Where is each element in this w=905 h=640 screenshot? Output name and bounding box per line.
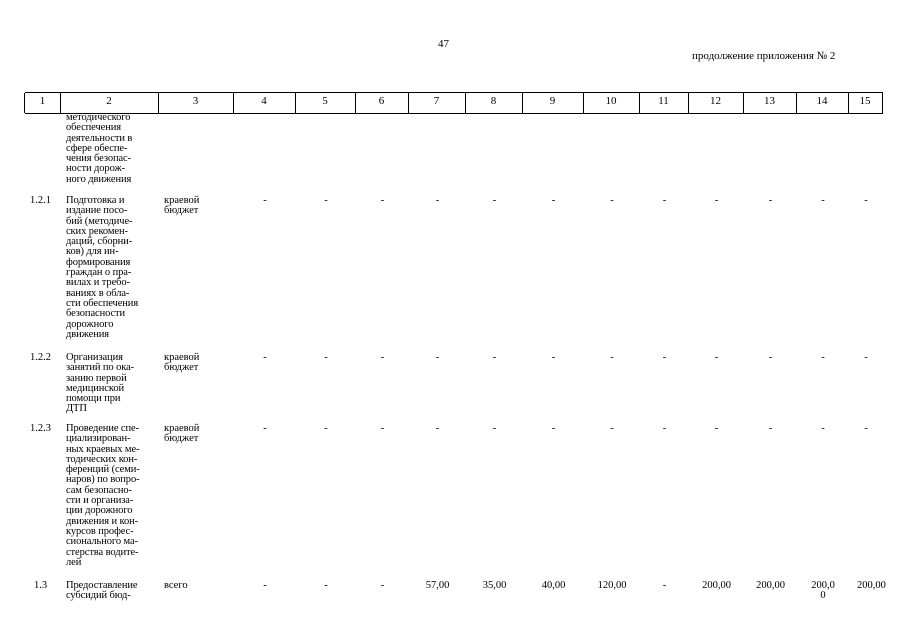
row-1-value: - bbox=[263, 195, 267, 206]
row-1-value: - bbox=[435, 195, 440, 206]
row-1-name-line: ваниях в обла- bbox=[66, 287, 130, 299]
continuation-label: продолжение приложения № 2 bbox=[692, 50, 836, 62]
row-2-name bbox=[66, 353, 162, 415]
row-0-name-line: ности дорож- bbox=[66, 163, 126, 175]
row-4-value: 35,00 bbox=[482, 580, 507, 591]
header-col-10: 10 bbox=[605, 95, 617, 107]
row-2-name-line: занию первой bbox=[66, 372, 127, 384]
row-1-name-line: вилах и требо- bbox=[66, 277, 130, 289]
header-col-9: 9 bbox=[549, 95, 556, 107]
row-3-value: - bbox=[714, 423, 719, 434]
row-3-value: - bbox=[821, 423, 825, 434]
row-4-source bbox=[164, 581, 188, 591]
row-4-value: 200,00 bbox=[857, 580, 886, 591]
row-1-name-line: ков) для ин- bbox=[66, 246, 119, 258]
header-col-2: 2 bbox=[106, 95, 112, 107]
row-1-name-line: движения bbox=[66, 328, 109, 340]
row-4-value: 200,00 bbox=[702, 580, 731, 591]
row-4-source-line: всего bbox=[164, 580, 188, 591]
row-2-name-line: Организация bbox=[66, 352, 123, 363]
row-3-name-line: сам безопасно- bbox=[66, 484, 132, 496]
row-3-name-line: движения и кон- bbox=[66, 515, 139, 527]
row-2-value: - bbox=[662, 352, 667, 363]
row-1-name-line: бий (методиче- bbox=[66, 215, 133, 227]
row-2-value: - bbox=[714, 352, 719, 363]
row-2-value: - bbox=[263, 352, 267, 363]
row-2-value: - bbox=[551, 352, 556, 363]
row-1-value: - bbox=[662, 195, 667, 206]
header-col-14: 14 bbox=[816, 95, 828, 107]
row-3-value: - bbox=[492, 423, 497, 434]
row-3-name bbox=[66, 424, 162, 568]
row-4-number: 1.3 bbox=[34, 580, 48, 591]
row-4-value: - bbox=[263, 580, 267, 591]
row-3-number: 1.2.3 bbox=[30, 423, 51, 434]
row-1-name-line: формирования bbox=[66, 256, 131, 268]
row-1-value: - bbox=[324, 195, 328, 206]
row-1-name-line: Подготовка и bbox=[66, 195, 125, 206]
header-col-3: 3 bbox=[192, 95, 199, 107]
row-3-name-line: сионального ма- bbox=[66, 536, 138, 548]
row-2-value: - bbox=[492, 352, 497, 363]
row-3-value: - bbox=[380, 423, 385, 434]
row-3-source-line: краевой bbox=[164, 423, 200, 434]
row-0-name-line: методического bbox=[66, 112, 131, 123]
row-1-name-line: даций, сборни- bbox=[66, 236, 133, 248]
row-3-value: - bbox=[768, 423, 773, 434]
row-1-value: - bbox=[821, 195, 825, 206]
header-col-12: 12 bbox=[710, 95, 721, 107]
row-3-name-line: тодических кон- bbox=[66, 453, 138, 465]
header-col-1: 1 bbox=[39, 95, 46, 107]
row-4-value: 57,00 bbox=[425, 580, 450, 591]
row-2-value: - bbox=[435, 352, 440, 363]
row-1-name bbox=[66, 196, 162, 340]
row-4-name bbox=[66, 581, 162, 602]
row-1-name-line: издание посо- bbox=[66, 205, 128, 217]
row-3-source-line: бюджет bbox=[164, 433, 199, 445]
row-2-name-line: помощи при bbox=[66, 393, 121, 405]
row-1-name-line: дорожного bbox=[66, 318, 114, 330]
row-2-source-line: бюджет bbox=[164, 362, 199, 374]
header-col-13: 13 bbox=[764, 95, 775, 107]
row-1-source bbox=[164, 196, 199, 217]
row-1-value: - bbox=[768, 195, 773, 206]
row-0-name-line: сфере обеспе- bbox=[66, 142, 128, 154]
table-header bbox=[25, 92, 883, 114]
row-2-value: - bbox=[610, 352, 614, 363]
row-3-value: - bbox=[610, 423, 614, 434]
row-1-value: - bbox=[714, 195, 719, 206]
row-4-name-line: субсидий бюд- bbox=[66, 590, 131, 602]
row-2-value: - bbox=[380, 352, 385, 363]
row-2-value: - bbox=[324, 352, 328, 363]
header-col-11: 11 bbox=[658, 95, 669, 107]
row-0-name-line: деятельности в bbox=[66, 132, 133, 144]
row-4-value: - bbox=[324, 580, 328, 591]
row-3-name-line: наров) по вопро- bbox=[66, 474, 140, 486]
header-col-15: 15 bbox=[859, 95, 871, 107]
row-2-value: - bbox=[821, 352, 825, 363]
row-2-source bbox=[164, 353, 199, 374]
row-1-source-line: краевой bbox=[164, 195, 200, 206]
row-4-value: - bbox=[662, 580, 667, 591]
row-2-value: - bbox=[768, 352, 773, 363]
row-3-name-line: стерства водите- bbox=[66, 546, 139, 558]
row-2-number: 1.2.2 bbox=[30, 352, 51, 363]
row-1-value: - bbox=[864, 195, 868, 206]
row-1-name-line: граждан о пра- bbox=[66, 267, 132, 279]
row-3-name-line: курсов профес- bbox=[66, 525, 134, 537]
row-3-name-line: лей bbox=[66, 556, 82, 568]
row-3-value: - bbox=[435, 423, 440, 434]
row-1-name-line: ских рекомен- bbox=[66, 225, 128, 237]
row-0-name-line: обеспечения bbox=[66, 122, 121, 134]
row-3-value: - bbox=[324, 423, 328, 434]
row-3-value: - bbox=[263, 423, 267, 434]
row-4-value: 200,0 0 bbox=[811, 580, 835, 602]
row-2-name-line: занятий по ока- bbox=[66, 362, 135, 374]
row-2-value: - bbox=[864, 352, 868, 363]
row-2-name-line: медицинской bbox=[66, 382, 124, 394]
header-col-7: 7 bbox=[433, 95, 440, 107]
row-1-value: - bbox=[380, 195, 385, 206]
row-4-value: 120,00 bbox=[597, 580, 627, 591]
page-number: 47 bbox=[438, 38, 449, 50]
row-3-name-line: Проведение спе- bbox=[66, 423, 139, 434]
row-3-source bbox=[164, 424, 199, 445]
row-4-value: - bbox=[380, 580, 385, 591]
row-1-source-line: бюджет bbox=[164, 205, 199, 217]
row-4-name-line: Предоставление bbox=[66, 580, 138, 591]
row-2-name-line: ДТП bbox=[66, 403, 87, 415]
row-3-name-line: ференций (семи- bbox=[66, 464, 140, 476]
row-4-value: 40,00 bbox=[541, 580, 566, 591]
row-2-source-line: краевой bbox=[164, 352, 200, 363]
row-3-value: - bbox=[551, 423, 556, 434]
row-1-number: 1.2.1 bbox=[30, 195, 51, 206]
row-3-value: - bbox=[864, 423, 868, 434]
header-col-4: 4 bbox=[261, 95, 267, 107]
row-0-name-line: ного движения bbox=[66, 173, 132, 185]
row-3-value: - bbox=[662, 423, 667, 434]
row-1-name-line: безопасности bbox=[66, 308, 126, 320]
row-1-value: - bbox=[551, 195, 556, 206]
row-0-name-line: чения безопас- bbox=[66, 153, 131, 165]
row-3-name-line: сти и организа- bbox=[66, 495, 134, 507]
row-1-value: - bbox=[492, 195, 497, 206]
header-col-8: 8 bbox=[490, 95, 497, 107]
row-3-name-line: ции дорожного bbox=[66, 505, 133, 517]
row-0-name bbox=[66, 113, 162, 185]
row-4-value: 200,00 bbox=[756, 580, 785, 591]
row-1-name-line: сти обеспечения bbox=[66, 297, 139, 309]
row-3-name-line: ных краевых ме- bbox=[66, 443, 140, 455]
row-3-name-line: циализирован- bbox=[66, 433, 131, 445]
header-col-6: 6 bbox=[378, 95, 385, 107]
row-1-value: - bbox=[610, 195, 614, 206]
header-col-5: 5 bbox=[322, 95, 328, 107]
